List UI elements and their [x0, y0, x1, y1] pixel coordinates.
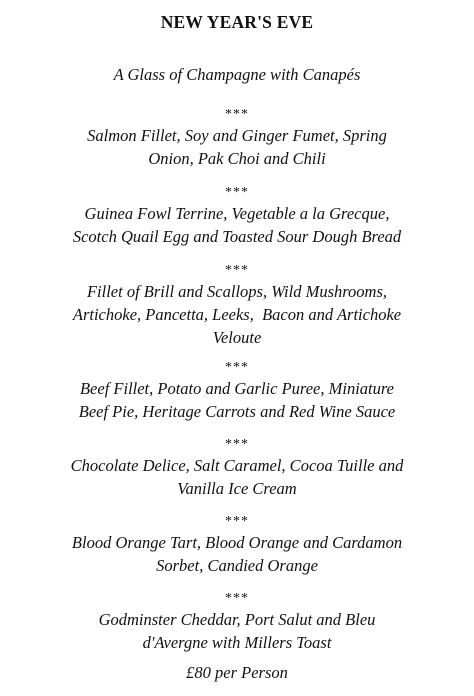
- course-brill: [0, 280, 474, 349]
- course-line: A Glass of Champagne with Canapés: [113, 65, 361, 84]
- course-line: Sorbet, Candied Orange: [156, 556, 318, 575]
- course-line: Salmon Fillet, Soy and Ginger Fumet, Spring: [87, 126, 387, 145]
- course-line: Veloute: [212, 328, 262, 347]
- separator: ***: [225, 263, 249, 278]
- course-line: Fillet of Brill and Scallops, Wild Mushrooms,: [86, 282, 388, 301]
- price: £80 per Person: [186, 663, 288, 682]
- course-line: Blood Orange Tart, Blood Orange and Cardamon: [71, 533, 403, 552]
- course-line: Artichoke, Pancetta, Leeks, Bacon and Artichoke: [72, 305, 402, 324]
- course-line: Vanilla Ice Cream: [177, 479, 297, 498]
- course-beef: [0, 377, 474, 423]
- course-line: Chocolate Delice, Salt Caramel, Cocoa Tuille and: [70, 456, 404, 475]
- separator: ***: [225, 107, 249, 122]
- course-blood-orange: [0, 531, 474, 577]
- separator: ***: [225, 360, 249, 375]
- separator: ***: [225, 437, 249, 452]
- course-cheese: [0, 608, 474, 654]
- course-line: d'Avergne with Millers Toast: [142, 633, 332, 652]
- course-chocolate: [0, 454, 474, 500]
- course-line: Scotch Quail Egg and Toasted Sour Dough Bread: [72, 227, 402, 246]
- menu-title: NEW YEAR'S EVE: [160, 12, 314, 32]
- course-line: Beef Fillet, Potato and Garlic Puree, Miniature: [79, 379, 395, 398]
- separator: ***: [225, 185, 249, 200]
- course-line: Guinea Fowl Terrine, Vegetable a la Grecque,: [84, 204, 390, 223]
- course-line: Onion, Pak Choi and Chili: [148, 149, 326, 168]
- separator: ***: [225, 591, 249, 606]
- course-line: Godminster Cheddar, Port Salut and Bleu: [98, 610, 376, 629]
- separator: ***: [225, 514, 249, 529]
- course-guinea-fowl: [0, 202, 474, 248]
- course-canapes: [0, 63, 474, 86]
- course-salmon: [0, 124, 474, 170]
- course-line: Beef Pie, Heritage Carrots and Red Wine Sauce: [78, 402, 396, 421]
